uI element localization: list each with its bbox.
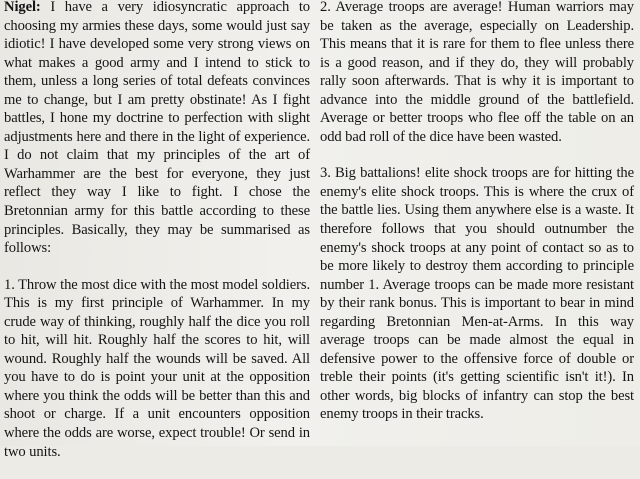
speaker-name: Nigel: [4, 0, 41, 15]
principle-3-paragraph: 3. Big battalions! elite shock troops are for hitting the enemy's elite shock troops. This is where the crux of the battle lies. Using them anywhere else is a waste. It therefore follows that you should outnumber the enemy's shock troops at any point of contact so as to be more likely to destroy them according to principle number 1. Average troops can be made more resistant by their rank bonus. This is important to bear in mind regarding Bretonnian Men-at-Arms. In this way average troops can be made almost the equal in defensive power to the offensive force of double or treble their points (it's getting scientific isn't it!). In other words, big blocks of infantry can stop the best enemy troops in their tracks. [320, 165, 634, 423]
principle-2-paragraph: 2. Average troops are average! Human warriors may be taken as the average, especially on Leadership. This means that it is rare for them to flee unless there is a good reason, and if they do, they will probably rally soon afterwards. That is why it is important to advance into the middle ground of the battlefield. Average or better troops who flee off the table on an odd bad roll of the dice have been wasted. [320, 0, 634, 145]
right-column [320, 0, 634, 442]
left-column [4, 0, 310, 479]
intro-paragraph [4, 0, 310, 258]
intro-text: I have a very idiosyncratic approach to choosing my armies these days, some would just say idiotic! I have developed some very strong views on what makes a good army and I intend to stick to them, unless a long series of total defeats convinces me to change, but I am pretty obstinate! As I fight battles, I hone my doctrine to perfection with slight adjustments here and there in the light of experience. I do not claim that my principles of the art of Warhammer are the best for everyone, they just reflect they way I like to fight. I chose the Bretonnian army for this battle according to these principles. Basically, they may be summarised as follows: [4, 0, 310, 257]
principle-1-paragraph: 1. Throw the most dice with the most model soldiers. This is my first principle of Warhammer. In my crude way of thinking, roughly half the dice you roll to hit, will hit. Roughly half the scores to hit, will wound. Roughly half the wounds will be saved. All you have to do is point your unit at the opposition where you think the odds will be better than this and shoot or charge. If a unit encounters opposition where the odds are worse, expect trouble! Or send in two units. [4, 276, 310, 460]
